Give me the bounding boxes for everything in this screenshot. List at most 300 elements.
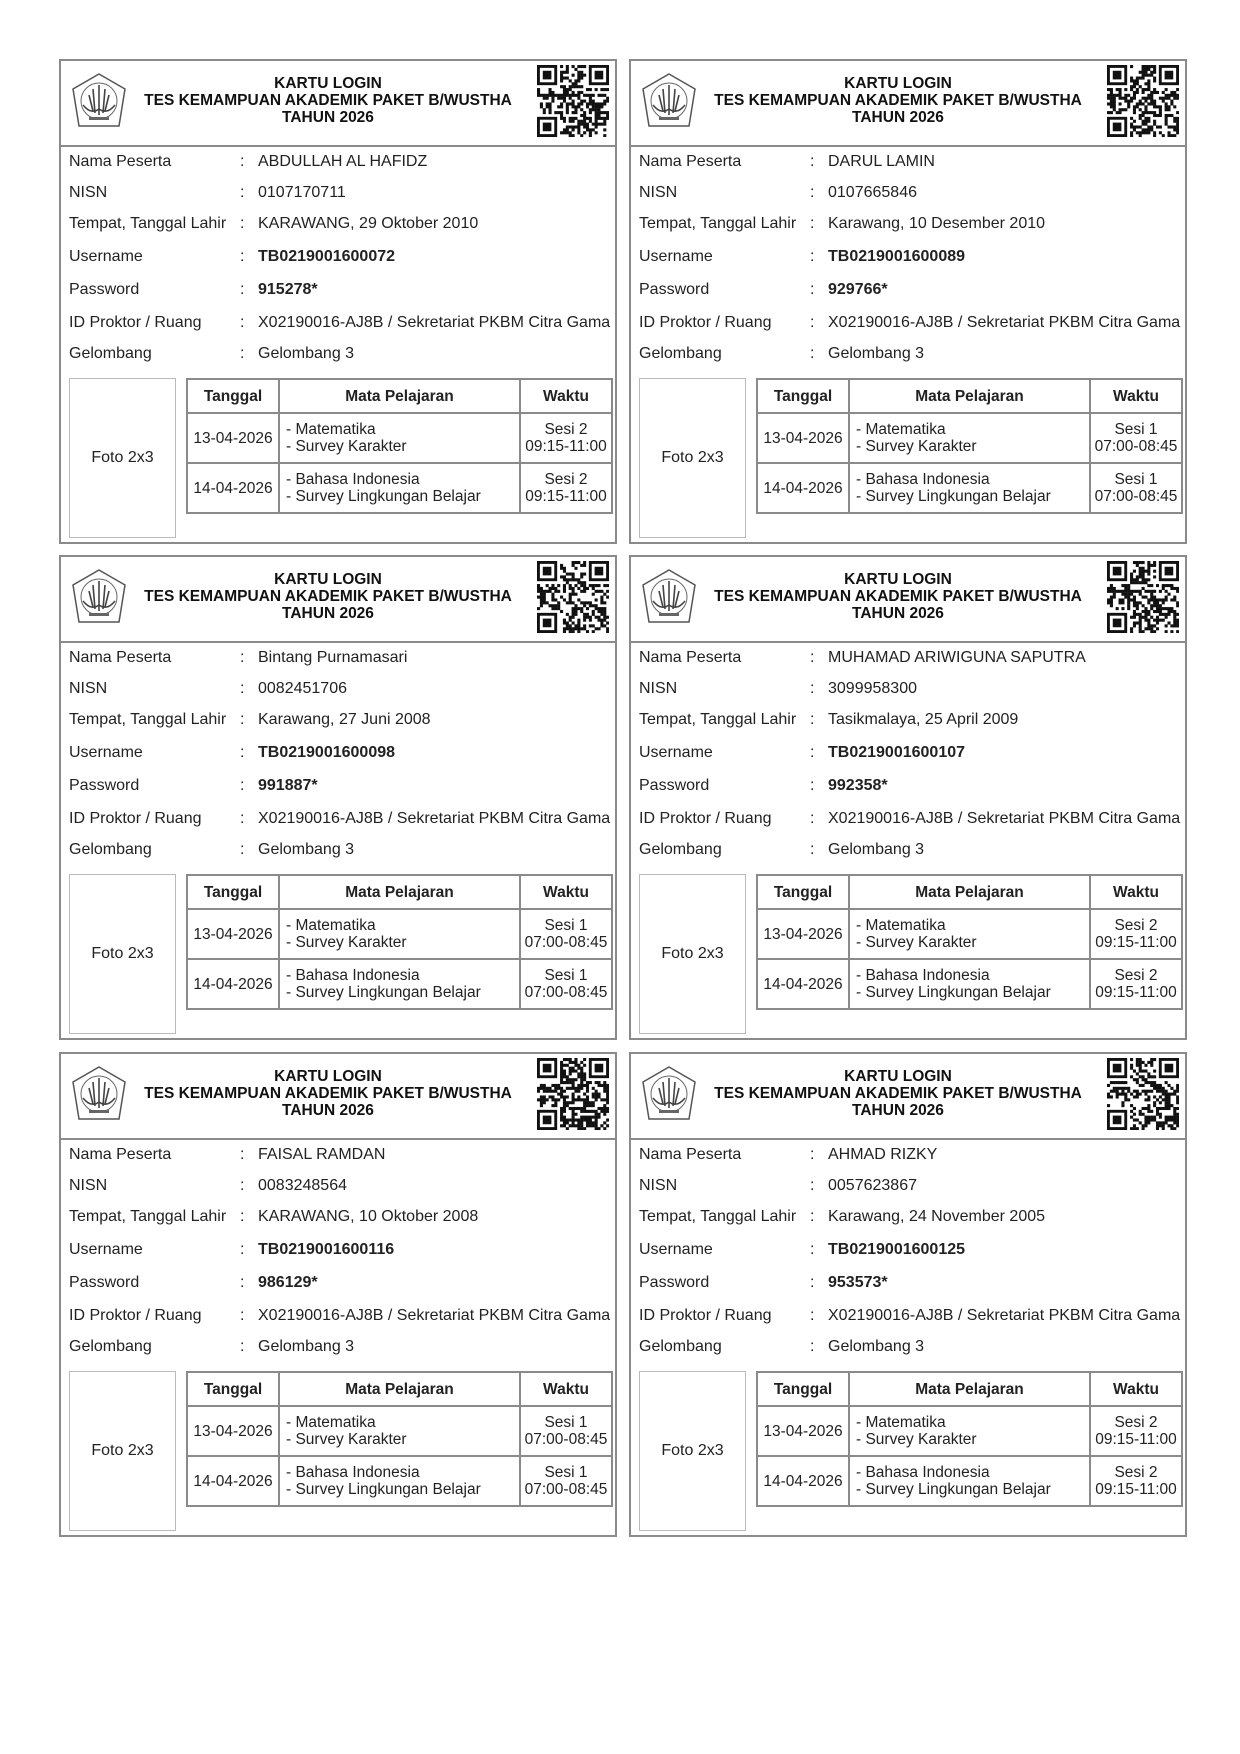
colon: :	[240, 1338, 245, 1355]
field-value: 3099958300	[828, 680, 917, 697]
title-line: TAHUN 2026	[282, 109, 374, 126]
cell-time	[1090, 959, 1182, 1009]
tut-wuri-handayani-logo-icon	[69, 567, 129, 629]
colon: :	[240, 744, 245, 761]
table-row	[187, 1456, 612, 1506]
table-header-row	[187, 379, 612, 413]
time-range: 09:15-11:00	[525, 438, 607, 455]
header-mata-pelajaran: Mata Pelajaran	[279, 875, 520, 909]
field-label: ID Proktor / Ruang	[69, 1307, 202, 1324]
field-value: 0082451706	[258, 680, 347, 697]
subject: - Bahasa Indonesia	[286, 967, 420, 984]
header-tanggal: Tanggal	[757, 379, 849, 413]
login-card	[629, 1052, 1187, 1537]
header-waktu: Waktu	[1090, 1372, 1182, 1406]
subject: - Matematika	[286, 421, 376, 438]
field-value: Gelombang 3	[258, 841, 355, 858]
field-label: ID Proktor / Ruang	[639, 314, 772, 331]
photo-placeholder	[639, 874, 746, 1034]
subject: - Matematika	[856, 421, 946, 438]
time-range: 07:00-08:45	[524, 1431, 608, 1448]
title-line: KARTU LOGIN	[844, 75, 952, 92]
colon: :	[240, 810, 245, 827]
session: Sesi 1	[1114, 471, 1158, 488]
header-mata-pelajaran: Mata Pelajaran	[849, 1372, 1090, 1406]
field-value: Karawang, 27 Juni 2008	[258, 711, 431, 728]
cell-date: 13-04-2026	[187, 1406, 279, 1456]
colon: :	[240, 248, 245, 265]
colon: :	[810, 281, 815, 298]
subject: - Survey Karakter	[856, 438, 977, 455]
title-line: TES KEMAMPUAN AKADEMIK PAKET B/WUSTHA	[714, 588, 1082, 605]
field-value: 992358*	[828, 777, 888, 794]
field-value: 0057623867	[828, 1177, 917, 1194]
cell-date: 14-04-2026	[757, 1456, 849, 1506]
colon: :	[240, 777, 245, 794]
cell-subjects	[279, 909, 520, 959]
title-line: TAHUN 2026	[852, 1102, 944, 1119]
header-tanggal: Tanggal	[187, 379, 279, 413]
field-value: Gelombang 3	[258, 345, 355, 362]
session: Sesi 2	[1114, 917, 1158, 934]
title-line: KARTU LOGIN	[844, 1068, 952, 1085]
qr-code-icon	[1107, 65, 1179, 137]
field-value: X02190016-AJ8B / Sekretariat PKBM Citra Gama	[828, 314, 1181, 331]
colon: :	[240, 1208, 245, 1225]
field-value: Gelombang 3	[828, 345, 925, 362]
subject: - Survey Lingkungan Belajar	[286, 984, 481, 1001]
field-label: ID Proktor / Ruang	[639, 810, 772, 827]
colon: :	[810, 215, 815, 232]
field-value: 986129*	[258, 1274, 318, 1291]
field-label: NISN	[639, 184, 678, 201]
field-value: Karawang, 10 Desember 2010	[828, 215, 1046, 232]
session: Sesi 2	[544, 471, 588, 488]
time-range: 07:00-08:45	[1094, 488, 1178, 505]
field-value: 929766*	[828, 281, 888, 298]
card-title	[701, 1068, 1095, 1119]
table-row	[757, 909, 1182, 959]
cell-date: 14-04-2026	[757, 463, 849, 513]
photo-label: Foto 2x3	[661, 449, 724, 466]
field-value: 915278*	[258, 281, 318, 298]
card-header	[61, 61, 615, 147]
field-value: KARAWANG, 10 Oktober 2008	[258, 1208, 479, 1225]
cell-subjects	[279, 413, 520, 463]
cell-date: 13-04-2026	[757, 413, 849, 463]
qr-code-icon	[1107, 561, 1179, 633]
card-header	[61, 1054, 615, 1140]
photo-label: Foto 2x3	[661, 1442, 724, 1459]
subject: - Matematika	[856, 1414, 946, 1431]
field-value: 0083248564	[258, 1177, 347, 1194]
cell-date: 13-04-2026	[757, 909, 849, 959]
field-value: Gelombang 3	[258, 1338, 355, 1355]
time-range: 09:15-11:00	[525, 488, 607, 505]
colon: :	[240, 680, 245, 697]
field-label: Gelombang	[69, 841, 152, 858]
cell-subjects	[279, 1456, 520, 1506]
field-value: X02190016-AJ8B / Sekretariat PKBM Citra Gama	[828, 810, 1181, 827]
field-label: NISN	[639, 1177, 678, 1194]
photo-label: Foto 2x3	[91, 1442, 154, 1459]
time-range: 09:15-11:00	[1095, 934, 1177, 951]
field-label: Password	[639, 777, 710, 794]
table-row	[757, 1456, 1182, 1506]
header-tanggal: Tanggal	[757, 875, 849, 909]
card-title	[131, 571, 525, 622]
photo-placeholder	[69, 378, 176, 538]
table-row	[187, 1406, 612, 1456]
time-range: 09:15-11:00	[1095, 1431, 1177, 1448]
colon: :	[810, 680, 815, 697]
field-label: Username	[639, 744, 713, 761]
title-line: TES KEMAMPUAN AKADEMIK PAKET B/WUSTHA	[144, 588, 512, 605]
subject: - Survey Lingkungan Belajar	[856, 984, 1051, 1001]
subject: - Matematika	[286, 1414, 376, 1431]
card-title	[131, 75, 525, 126]
table-row	[757, 959, 1182, 1009]
table-row	[187, 959, 612, 1009]
field-value: 991887*	[258, 777, 318, 794]
header-waktu: Waktu	[520, 379, 612, 413]
field-value: DARUL LAMIN	[828, 153, 935, 170]
session: Sesi 2	[1114, 1414, 1158, 1431]
session: Sesi 1	[544, 967, 588, 984]
title-line: KARTU LOGIN	[274, 75, 382, 92]
field-label: Gelombang	[639, 1338, 722, 1355]
subject: - Bahasa Indonesia	[856, 967, 990, 984]
field-label: NISN	[69, 680, 108, 697]
cell-subjects	[279, 1406, 520, 1456]
field-label: ID Proktor / Ruang	[69, 314, 202, 331]
table-row	[757, 463, 1182, 513]
field-label: ID Proktor / Ruang	[69, 810, 202, 827]
session: Sesi 1	[1114, 421, 1158, 438]
title-line: KARTU LOGIN	[844, 571, 952, 588]
field-label: Nama Peserta	[639, 1146, 742, 1163]
field-label: Nama Peserta	[69, 649, 172, 666]
cell-date: 14-04-2026	[187, 959, 279, 1009]
field-value: MUHAMAD ARIWIGUNA SAPUTRA	[828, 649, 1086, 666]
schedule-table	[186, 874, 613, 1010]
table-row	[757, 1406, 1182, 1456]
schedule-table	[756, 874, 1183, 1010]
field-label: Nama Peserta	[639, 649, 742, 666]
cell-date: 14-04-2026	[187, 463, 279, 513]
qr-code-icon	[537, 1058, 609, 1130]
tut-wuri-handayani-logo-icon	[639, 71, 699, 133]
photo-label: Foto 2x3	[91, 449, 154, 466]
colon: :	[810, 1307, 815, 1324]
colon: :	[810, 841, 815, 858]
field-label: Gelombang	[69, 345, 152, 362]
header-waktu: Waktu	[520, 1372, 612, 1406]
qr-code-icon	[537, 65, 609, 137]
header-waktu: Waktu	[520, 875, 612, 909]
cell-date: 14-04-2026	[757, 959, 849, 1009]
time-range: 07:00-08:45	[524, 1481, 608, 1498]
colon: :	[810, 184, 815, 201]
cell-time	[1090, 1406, 1182, 1456]
field-value: TB0219001600089	[828, 248, 966, 265]
cell-date: 13-04-2026	[187, 413, 279, 463]
cell-subjects	[849, 463, 1090, 513]
cell-time	[1090, 413, 1182, 463]
field-label: Tempat, Tanggal Lahir	[639, 215, 797, 232]
session: Sesi 2	[1114, 967, 1158, 984]
field-value: TB0219001600107	[828, 744, 966, 761]
cell-subjects	[849, 1456, 1090, 1506]
colon: :	[240, 345, 245, 362]
cell-time	[520, 1456, 612, 1506]
table-header-row	[187, 1372, 612, 1406]
field-value: 0107170711	[258, 184, 346, 201]
field-value: FAISAL RAMDAN	[258, 1146, 386, 1163]
table-header-row	[757, 379, 1182, 413]
subject: - Survey Lingkungan Belajar	[856, 488, 1051, 505]
title-line: TES KEMAMPUAN AKADEMIK PAKET B/WUSTHA	[144, 92, 512, 109]
cell-time	[520, 909, 612, 959]
subject: - Survey Lingkungan Belajar	[286, 1481, 481, 1498]
table-header-row	[757, 875, 1182, 909]
colon: :	[240, 1177, 245, 1194]
colon: :	[810, 744, 815, 761]
schedule-table	[756, 378, 1183, 514]
time-range: 07:00-08:45	[524, 984, 608, 1001]
subject: - Bahasa Indonesia	[286, 1464, 420, 1481]
field-label: Gelombang	[69, 1338, 152, 1355]
title-line: TAHUN 2026	[282, 1102, 374, 1119]
session: Sesi 1	[544, 1464, 588, 1481]
field-value: Karawang, 24 November 2005	[828, 1208, 1046, 1225]
colon: :	[240, 281, 245, 298]
card-header	[61, 557, 615, 643]
field-label: NISN	[69, 1177, 108, 1194]
colon: :	[810, 810, 815, 827]
colon: :	[810, 1241, 815, 1258]
field-value: AHMAD RIZKY	[828, 1146, 938, 1163]
photo-label: Foto 2x3	[91, 945, 154, 962]
login-card	[59, 555, 617, 1040]
login-card	[59, 59, 617, 544]
table-header-row	[187, 875, 612, 909]
schedule-table	[756, 1371, 1183, 1507]
photo-placeholder	[69, 874, 176, 1034]
cell-time	[520, 413, 612, 463]
cell-time	[1090, 1456, 1182, 1506]
colon: :	[810, 1208, 815, 1225]
colon: :	[810, 1274, 815, 1291]
field-label: Tempat, Tanggal Lahir	[639, 1208, 797, 1225]
card-title	[701, 571, 1095, 622]
colon: :	[240, 314, 245, 331]
subject: - Survey Karakter	[856, 934, 977, 951]
title-line: TES KEMAMPUAN AKADEMIK PAKET B/WUSTHA	[714, 1085, 1082, 1102]
cell-date: 13-04-2026	[757, 1406, 849, 1456]
colon: :	[240, 153, 245, 170]
field-value: X02190016-AJ8B / Sekretariat PKBM Citra Gama	[828, 1307, 1181, 1324]
cell-subjects	[849, 909, 1090, 959]
cell-time	[520, 1406, 612, 1456]
field-label: NISN	[639, 680, 678, 697]
colon: :	[810, 314, 815, 331]
field-label: Gelombang	[639, 345, 722, 362]
title-line: TAHUN 2026	[282, 605, 374, 622]
colon: :	[240, 1274, 245, 1291]
field-value: Tasikmalaya, 25 April 2009	[828, 711, 1019, 728]
session: Sesi 2	[544, 421, 588, 438]
time-range: 07:00-08:45	[1094, 438, 1178, 455]
field-label: Nama Peserta	[69, 1146, 172, 1163]
time-range: 09:15-11:00	[1095, 1481, 1177, 1498]
subject: - Matematika	[856, 917, 946, 934]
cell-subjects	[849, 959, 1090, 1009]
field-value: KARAWANG, 29 Oktober 2010	[258, 215, 479, 232]
subject: - Bahasa Indonesia	[856, 471, 990, 488]
field-label: Username	[69, 248, 143, 265]
subject: - Matematika	[286, 917, 376, 934]
login-card	[59, 1052, 617, 1537]
schedule-table	[186, 378, 613, 514]
field-label: Username	[639, 1241, 713, 1258]
field-label: Tempat, Tanggal Lahir	[69, 711, 227, 728]
field-value: TB0219001600072	[258, 248, 396, 265]
title-line: KARTU LOGIN	[274, 1068, 382, 1085]
card-title	[701, 75, 1095, 126]
title-line: TES KEMAMPUAN AKADEMIK PAKET B/WUSTHA	[714, 92, 1082, 109]
cell-subjects	[849, 413, 1090, 463]
field-value: TB0219001600125	[828, 1241, 966, 1258]
colon: :	[240, 1307, 245, 1324]
field-value: X02190016-AJ8B / Sekretariat PKBM Citra Gama	[258, 314, 611, 331]
colon: :	[810, 1146, 815, 1163]
colon: :	[810, 153, 815, 170]
session: Sesi 2	[1114, 1464, 1158, 1481]
header-mata-pelajaran: Mata Pelajaran	[849, 379, 1090, 413]
field-label: Nama Peserta	[639, 153, 742, 170]
field-label: Username	[69, 1241, 143, 1258]
field-label: Gelombang	[639, 841, 722, 858]
field-label: Password	[69, 281, 140, 298]
header-tanggal: Tanggal	[187, 1372, 279, 1406]
login-card	[629, 555, 1187, 1040]
colon: :	[240, 1241, 245, 1258]
field-value: Bintang Purnamasari	[258, 649, 408, 666]
field-label: Tempat, Tanggal Lahir	[69, 215, 227, 232]
field-value: X02190016-AJ8B / Sekretariat PKBM Citra Gama	[258, 810, 611, 827]
field-label: Nama Peserta	[69, 153, 172, 170]
field-label: Tempat, Tanggal Lahir	[69, 1208, 227, 1225]
colon: :	[810, 649, 815, 666]
colon: :	[810, 345, 815, 362]
cell-subjects	[849, 1406, 1090, 1456]
field-value: Gelombang 3	[828, 841, 925, 858]
colon: :	[240, 1146, 245, 1163]
colon: :	[810, 248, 815, 265]
cell-time	[1090, 909, 1182, 959]
colon: :	[240, 841, 245, 858]
photo-placeholder	[69, 1371, 176, 1531]
field-value: X02190016-AJ8B / Sekretariat PKBM Citra Gama	[258, 1307, 611, 1324]
time-range: 09:15-11:00	[1095, 984, 1177, 1001]
qr-code-icon	[1107, 1058, 1179, 1130]
time-range: 07:00-08:45	[524, 934, 608, 951]
field-label: Username	[69, 744, 143, 761]
qr-code-icon	[537, 561, 609, 633]
subject: - Survey Lingkungan Belajar	[856, 1481, 1051, 1498]
header-waktu: Waktu	[1090, 875, 1182, 909]
field-value: 0107665846	[828, 184, 917, 201]
colon: :	[240, 711, 245, 728]
photo-label: Foto 2x3	[661, 945, 724, 962]
subject: - Survey Lingkungan Belajar	[286, 488, 481, 505]
field-label: ID Proktor / Ruang	[639, 1307, 772, 1324]
subject: - Survey Karakter	[286, 934, 407, 951]
header-tanggal: Tanggal	[757, 1372, 849, 1406]
session: Sesi 1	[544, 1414, 588, 1431]
colon: :	[240, 184, 245, 201]
field-value: ABDULLAH AL HAFIDZ	[258, 153, 428, 170]
cell-date: 13-04-2026	[187, 909, 279, 959]
card-header	[631, 61, 1185, 147]
table-header-row	[757, 1372, 1182, 1406]
title-line: TES KEMAMPUAN AKADEMIK PAKET B/WUSTHA	[144, 1085, 512, 1102]
session: Sesi 1	[544, 917, 588, 934]
title-line: TAHUN 2026	[852, 605, 944, 622]
header-mata-pelajaran: Mata Pelajaran	[849, 875, 1090, 909]
colon: :	[240, 649, 245, 666]
field-label: Password	[639, 281, 710, 298]
table-row	[187, 413, 612, 463]
cell-date: 14-04-2026	[187, 1456, 279, 1506]
header-mata-pelajaran: Mata Pelajaran	[279, 379, 520, 413]
colon: :	[810, 1177, 815, 1194]
photo-placeholder	[639, 378, 746, 538]
cell-time	[520, 959, 612, 1009]
title-line: TAHUN 2026	[852, 109, 944, 126]
table-row	[757, 413, 1182, 463]
title-line: KARTU LOGIN	[274, 571, 382, 588]
field-value: TB0219001600116	[258, 1241, 395, 1258]
field-value: Gelombang 3	[828, 1338, 925, 1355]
tut-wuri-handayani-logo-icon	[639, 1064, 699, 1126]
cell-time	[1090, 463, 1182, 513]
colon: :	[810, 711, 815, 728]
schedule-table	[186, 1371, 613, 1507]
field-value: 953573*	[828, 1274, 888, 1291]
subject: - Bahasa Indonesia	[286, 471, 420, 488]
tut-wuri-handayani-logo-icon	[69, 71, 129, 133]
subject: - Survey Karakter	[286, 1431, 407, 1448]
colon: :	[810, 777, 815, 794]
subject: - Bahasa Indonesia	[856, 1464, 990, 1481]
tut-wuri-handayani-logo-icon	[639, 567, 699, 629]
colon: :	[240, 215, 245, 232]
table-row	[187, 909, 612, 959]
field-label: Tempat, Tanggal Lahir	[639, 711, 797, 728]
field-label: Username	[639, 248, 713, 265]
cell-subjects	[279, 959, 520, 1009]
cell-subjects	[279, 463, 520, 513]
header-mata-pelajaran: Mata Pelajaran	[279, 1372, 520, 1406]
field-label: Password	[69, 777, 140, 794]
tut-wuri-handayani-logo-icon	[69, 1064, 129, 1126]
field-value: TB0219001600098	[258, 744, 396, 761]
header-waktu: Waktu	[1090, 379, 1182, 413]
photo-placeholder	[639, 1371, 746, 1531]
card-header	[631, 1054, 1185, 1140]
